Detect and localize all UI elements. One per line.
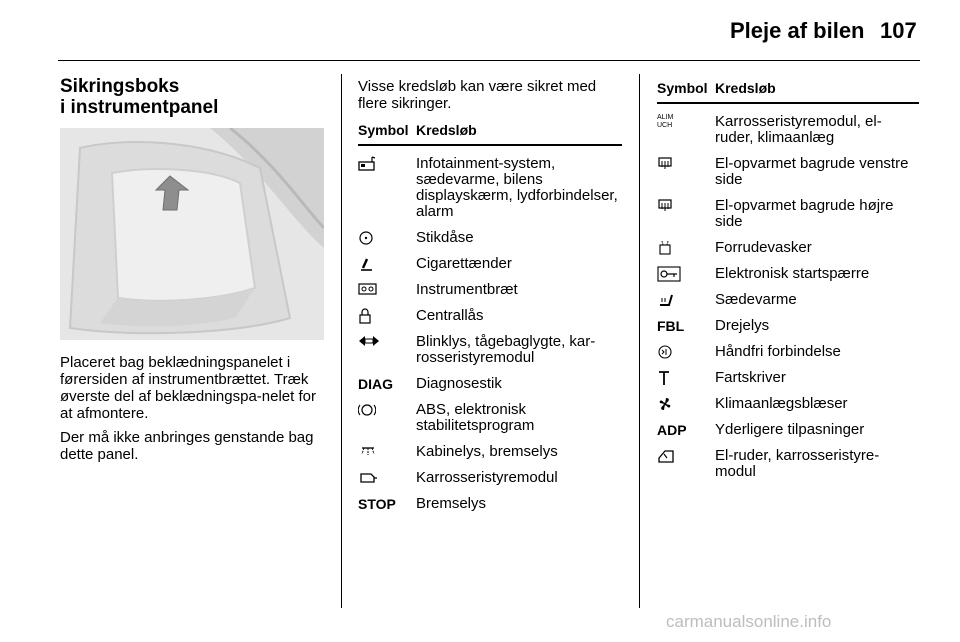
table-row xyxy=(657,318,919,334)
circuit-label: Centrallås xyxy=(416,307,484,324)
turn-signal-icon xyxy=(358,334,416,366)
table-row xyxy=(358,230,622,246)
stop-symbol: STOP xyxy=(358,496,396,512)
alim-uch-icon xyxy=(657,114,715,146)
table-intro: Visse kredsløb kan være sikret med flere sikringer. xyxy=(358,78,597,112)
circuit-label: Håndfri forbindelse xyxy=(715,343,841,360)
table-row xyxy=(358,444,622,460)
fuse-panel-illustration xyxy=(60,128,324,340)
section-paragraph-2: Der må ikke anbringes genstande bag dette panel. xyxy=(60,429,314,463)
circuit-label: Forrudevasker xyxy=(715,239,812,256)
table-row xyxy=(358,282,622,298)
section-title-line2: i instrumentpanel xyxy=(60,97,219,118)
circuit-label: Sædevarme xyxy=(715,291,797,308)
cigarette-lighter-icon xyxy=(358,256,416,272)
circuit-label: El-opvarmet bagrude højre side xyxy=(715,197,894,230)
circuit-label: El-ruder, karrosseristyre-modul xyxy=(715,447,880,480)
section-body xyxy=(60,354,328,470)
circuit-label: Infotainment-system, sædevarme, bilens displayskærm, lydforbindelser, alarm xyxy=(416,155,618,220)
diag-symbol: DIAG xyxy=(358,376,393,392)
fbl-symbol: FBL xyxy=(657,318,685,334)
page-header-title: Pleje af bilen xyxy=(730,18,865,43)
fan-icon xyxy=(657,396,715,412)
central-lock-icon xyxy=(358,308,416,324)
circuit-label: Drejelys xyxy=(715,317,770,334)
table-row xyxy=(358,470,622,486)
rear-defrost-right-icon xyxy=(657,198,715,230)
table-row xyxy=(657,344,919,360)
column-divider-2 xyxy=(639,74,640,608)
circuit-label: El-opvarmet bagrude venstre side xyxy=(715,155,909,188)
circuit-label: Klimaanlægsblæser xyxy=(715,395,848,412)
table-header xyxy=(358,122,622,146)
section-heading xyxy=(60,76,328,118)
circuit-label: Instrumentbræt xyxy=(416,281,518,298)
socket-icon xyxy=(358,230,416,246)
table-row xyxy=(657,292,919,308)
circuit-label: Bremselys xyxy=(416,495,487,512)
table-header xyxy=(657,80,919,104)
circuit-label: Karrosseristyremodul, el-ruder, klimaanlæg xyxy=(715,113,882,146)
adp-symbol: ADP xyxy=(657,422,687,438)
table-row xyxy=(358,402,622,434)
section-title-line1: Sikringsboks xyxy=(60,76,180,97)
circuit-label: Yderligere tilpasninger xyxy=(715,421,865,438)
circuit-label: Diagnosestik xyxy=(416,375,502,392)
circuit-label: Karrosseristyremodul xyxy=(416,469,558,486)
table-row xyxy=(657,266,919,282)
washer-icon xyxy=(657,240,715,256)
immobilizer-key-icon xyxy=(657,266,715,282)
body-control-icon xyxy=(358,470,416,486)
table-row xyxy=(358,334,622,366)
alim-label: ALIM xyxy=(657,114,674,121)
table-row xyxy=(358,496,622,512)
table-row xyxy=(358,308,622,324)
section-paragraph-1: Placeret bag beklædningspanelet i førersiden af instrumentbrættet. Træk øverste del af beklædningspa-nelet for at afmontere. xyxy=(60,354,316,422)
cabin-light-icon xyxy=(358,444,416,460)
infotainment-icon xyxy=(358,156,416,220)
header-symbol: Symbol xyxy=(358,122,409,138)
table-row xyxy=(657,370,919,386)
circuit-label: Fartskriver xyxy=(715,369,786,386)
power-window-icon xyxy=(657,448,715,480)
table-row xyxy=(657,422,919,438)
handsfree-icon xyxy=(657,344,715,360)
header-circuit: Kredsløb xyxy=(715,80,776,96)
circuit-label: Elektronisk startspærre xyxy=(715,265,870,282)
table-row xyxy=(358,256,622,272)
table-row xyxy=(657,156,919,188)
page-number: 107 xyxy=(880,18,917,43)
circuit-label: ABS, elektronisk stabilitetsprogram xyxy=(416,401,535,434)
circuit-label: Blinklys, tågebaglygte, kar-rosseristyremodul xyxy=(416,333,596,366)
instrument-panel-icon xyxy=(358,282,416,298)
abs-icon xyxy=(358,402,416,434)
header-circuit: Kredsløb xyxy=(416,122,477,138)
circuit-label: Stikdåse xyxy=(416,229,474,246)
header-rule xyxy=(58,60,920,61)
seat-heating-icon xyxy=(657,292,715,308)
uch-label: UCH xyxy=(657,122,673,129)
fuse-table-1 xyxy=(358,78,622,512)
table-row xyxy=(657,396,919,412)
rear-defrost-left-icon xyxy=(657,156,715,188)
table-row xyxy=(657,448,919,480)
column-divider-1 xyxy=(341,74,342,608)
table-row xyxy=(657,198,919,230)
table-row xyxy=(657,240,919,256)
circuit-label: Cigarettænder xyxy=(416,255,512,272)
table-row xyxy=(657,114,919,146)
table-row xyxy=(358,156,622,220)
header-symbol: Symbol xyxy=(657,80,708,96)
fuse-table-2 xyxy=(657,80,919,480)
circuit-label: Kabinelys, bremselys xyxy=(416,443,558,460)
page-header xyxy=(0,0,960,60)
watermark: carmanualsonline.info xyxy=(666,612,832,631)
table-row xyxy=(358,376,622,392)
tachograph-icon xyxy=(657,370,715,386)
